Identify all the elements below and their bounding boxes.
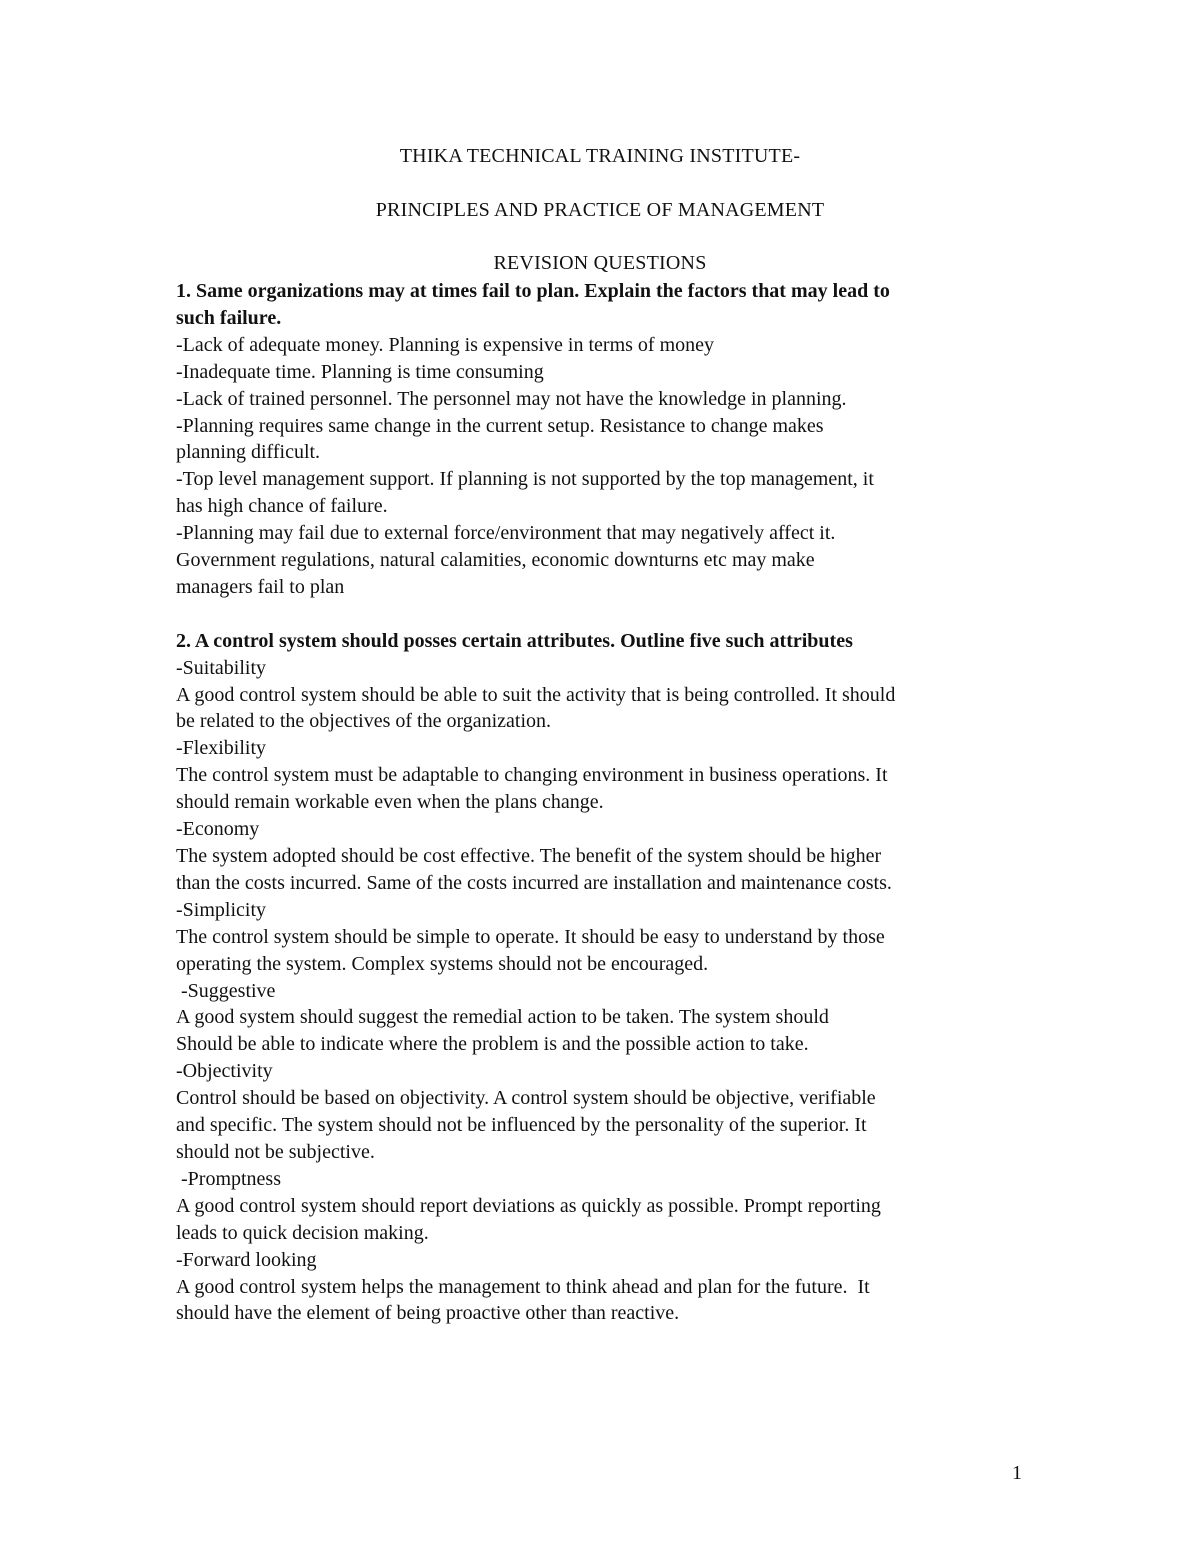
answer-2-line: -Suggestive <box>176 979 276 1002</box>
answer-1-line: -Planning may fail due to external force/environment that may negatively affect it. <box>176 522 836 545</box>
answer-1-line: planning difficult. <box>176 441 321 464</box>
answer-2-line: Control should be based on objectivity. A control system should be objective, verifiable <box>176 1087 876 1110</box>
answer-2-line: -Promptness <box>176 1167 281 1190</box>
answer-1-line: -Planning requires same change in the current setup. Resistance to change makes <box>176 414 824 437</box>
answer-2-line: should have the element of being proactive other than reactive. <box>176 1302 680 1325</box>
answer-2-line: and specific. The system should not be influenced by the personality of the superior. It <box>176 1114 867 1137</box>
document-body <box>176 278 1056 1327</box>
answer-1-line: has high chance of failure. <box>176 495 388 518</box>
answer-2-line: A good control system helps the management to think ahead and plan for the future. It <box>176 1275 870 1298</box>
answer-2-line: than the costs incurred. Same of the costs incurred are installation and maintenance costs. <box>176 871 892 894</box>
answer-2-line: A good control system should be able to suit the activity that is being controlled. It should <box>176 683 896 706</box>
answer-2-line: The control system must be adaptable to changing environment in business operations. It <box>176 764 888 787</box>
answer-1-line: managers fail to plan <box>176 575 345 598</box>
answer-2-line: -Flexibility <box>176 737 266 760</box>
answer-1-line: -Top level management support. If planning is not supported by the top management, it <box>176 468 874 491</box>
answer-2-line: should not be subjective. <box>176 1140 375 1163</box>
answer-2-line: -Suitability <box>176 656 266 679</box>
answer-2-line: Should be able to indicate where the problem is and the possible action to take. <box>176 1033 809 1056</box>
answer-2-line: A good system should suggest the remedial action to be taken. The system should <box>176 1006 829 1029</box>
answer-2-line: operating the system. Complex systems should not be encouraged. <box>176 952 709 975</box>
answer-2-line: leads to quick decision making. <box>176 1221 429 1244</box>
page-number: 1 <box>1012 1462 1022 1484</box>
answer-2-line: be related to the objectives of the organization. <box>176 710 552 733</box>
answer-2-line: -Forward looking <box>176 1248 317 1271</box>
answer-1-line: Government regulations, natural calamities, economic downturns etc may make <box>176 549 815 572</box>
paragraph-gap <box>176 601 1056 628</box>
answer-2-line: should remain workable even when the plans change. <box>176 791 604 814</box>
section-title: REVISION QUESTIONS <box>493 252 707 274</box>
course-title: PRINCIPLES AND PRACTICE OF MANAGEMENT <box>375 199 825 221</box>
answer-2-line: The system adopted should be cost effective. The benefit of the system should be higher <box>176 845 882 868</box>
answer-2-line: The control system should be simple to operate. It should be easy to understand by those <box>176 925 885 948</box>
question-1-line-1: 1. Same organizations may at times fail to plan. Explain the factors that may lead to <box>176 280 890 302</box>
answer-1-line: -Inadequate time. Planning is time consuming <box>176 360 544 383</box>
answer-2-line: A good control system should report deviations as quickly as possible. Prompt reporting <box>176 1194 881 1217</box>
answer-2-line: -Simplicity <box>176 898 266 921</box>
answer-1-line: -Lack of trained personnel. The personnel may not have the knowledge in planning. <box>176 387 847 410</box>
answer-1-line: -Lack of adequate money. Planning is expensive in terms of money <box>176 333 714 356</box>
institute-title: THIKA TECHNICAL TRAINING INSTITUTE- <box>399 145 801 167</box>
question-1-line-2: such failure. <box>176 306 282 329</box>
answer-2-line: -Economy <box>176 818 260 841</box>
question-2: 2. A control system should posses certain attributes. Outline five such attributes <box>176 629 853 652</box>
answer-2-line: -Objectivity <box>176 1060 273 1083</box>
